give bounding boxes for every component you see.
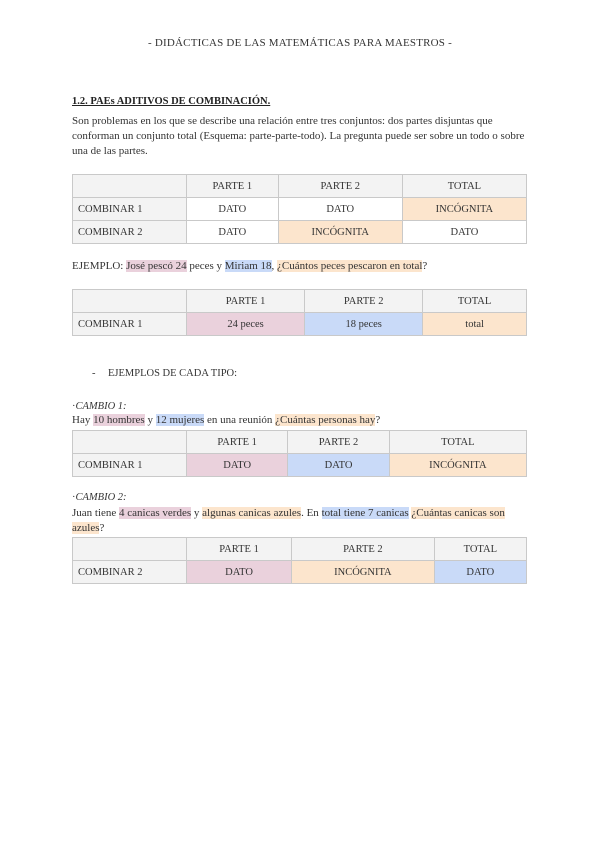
table-header-row [73,290,527,313]
table-cell: DATO [187,221,279,244]
table-cell: INCÓGNITA [278,221,402,244]
label-text: CAMBIO 1 [75,401,124,412]
cambio1-table [72,430,527,477]
table-header-cell: PARTE 2 [292,538,434,561]
label-prefix: · [72,401,76,412]
text-segment: y [191,507,203,519]
label-suffix: : [123,492,127,503]
table-header-row [73,538,527,561]
ejemplo-prefix: EJEMPLO: [72,260,127,272]
table-header-cell: TOTAL [423,290,527,313]
table-cell: DATO [187,561,292,584]
cambio1-label [72,401,127,412]
text-segment: ? [375,414,381,426]
table-header-cell: PARTE 2 [305,290,423,313]
table-header-cell: PARTE 1 [187,290,305,313]
table-cell: INCÓGNITA [292,561,434,584]
table-row [73,313,527,336]
table-cell: INCÓGNITA [389,454,526,477]
table-header-cell: PARTE 2 [278,175,402,198]
row-label: COMBINAR 1 [73,313,187,336]
table-row [73,561,527,584]
table-header-cell: TOTAL [389,431,526,454]
label-suffix: : [123,401,127,412]
bullet-dash: - [92,368,96,379]
cambio2-statement [72,506,532,536]
section-title: 1.2. PAEs ADITIVOS DE COMBINACIÓN. [72,96,271,107]
ejemplo-table [72,289,527,336]
ejemplo-mid1: peces y [186,260,225,272]
text-segment: Juan tiene [72,507,120,519]
combinar-table [72,174,527,244]
ejemplo-part1: José pescó 24 [126,260,187,272]
table-cell: INCÓGNITA [402,198,526,221]
cambio2-label [72,492,127,503]
table-cell: DATO [278,198,402,221]
table-header-row [73,431,527,454]
table-header-cell: TOTAL [402,175,526,198]
table-header-cell [73,538,187,561]
bullet-text: EJEMPLOS DE CADA TIPO: [108,368,238,379]
highlight-part1: 10 hombres [93,414,145,426]
ejemplo-mid2: , [271,260,278,272]
table-cell: total [423,313,527,336]
row-label: COMBINAR 1 [73,454,187,477]
table-row [73,198,527,221]
table-row [73,454,527,477]
intro-paragraph: Son problemas en los que se describe una relación entre tres conjuntos: dos partes disjuntas que conforman un conjunto total (Esquema: parte-parte-todo). La pregunta puede ser sobre un todo o sobre una de las partes. [72,115,525,157]
ejemplo-line [72,260,427,272]
text-segment: ? [99,522,105,534]
table-cell: DATO [187,198,279,221]
ejemplo-suffix: ? [422,260,428,272]
table-header-cell [73,175,187,198]
text-segment: Hay [72,414,94,426]
table-header-cell [73,431,187,454]
table-header-cell: PARTE 2 [288,431,389,454]
row-label: COMBINAR 1 [73,198,187,221]
highlight-total: total tiene 7 canicas [321,507,409,519]
table-header-cell [73,290,187,313]
text-segment: . En [301,507,322,519]
table-cell: 18 peces [305,313,423,336]
table-header-cell: PARTE 1 [187,175,279,198]
table-row [73,221,527,244]
table-cell: DATO [187,454,288,477]
row-label: COMBINAR 2 [73,561,187,584]
highlight-question: ¿Cuántas personas hay [275,414,376,426]
highlight-part2: algunas canicas azules [202,507,302,519]
text-segment: y [144,414,156,426]
ejemplo-part2: Miriam 18 [224,260,272,272]
row-label: COMBINAR 2 [73,221,187,244]
table-header-cell: PARTE 1 [187,431,288,454]
text-segment: en una reunión [204,414,276,426]
examples-bullet [92,368,237,379]
ejemplo-question: ¿Cuántos peces pescaron en total [277,260,423,272]
table-cell: DATO [288,454,389,477]
table-header-cell: TOTAL [434,538,526,561]
table-cell: DATO [434,561,526,584]
table-header-cell: PARTE 1 [187,538,292,561]
cambio2-table [72,537,527,584]
table-header-row [73,175,527,198]
table-cell: DATO [402,221,526,244]
highlight-part1: 4 canicas verdes [119,507,192,519]
highlight-question: ¿Cuántas canicas son azules [72,507,505,534]
cambio1-statement [72,414,380,426]
highlight-part2: 12 mujeres [155,414,205,426]
label-prefix: · [72,492,76,503]
table-cell: 24 peces [187,313,305,336]
page-header: - DIDÁCTICAS DE LAS MATEMÁTICAS PARA MAESTROS - [148,37,452,49]
label-text: CAMBIO 2 [75,492,124,503]
